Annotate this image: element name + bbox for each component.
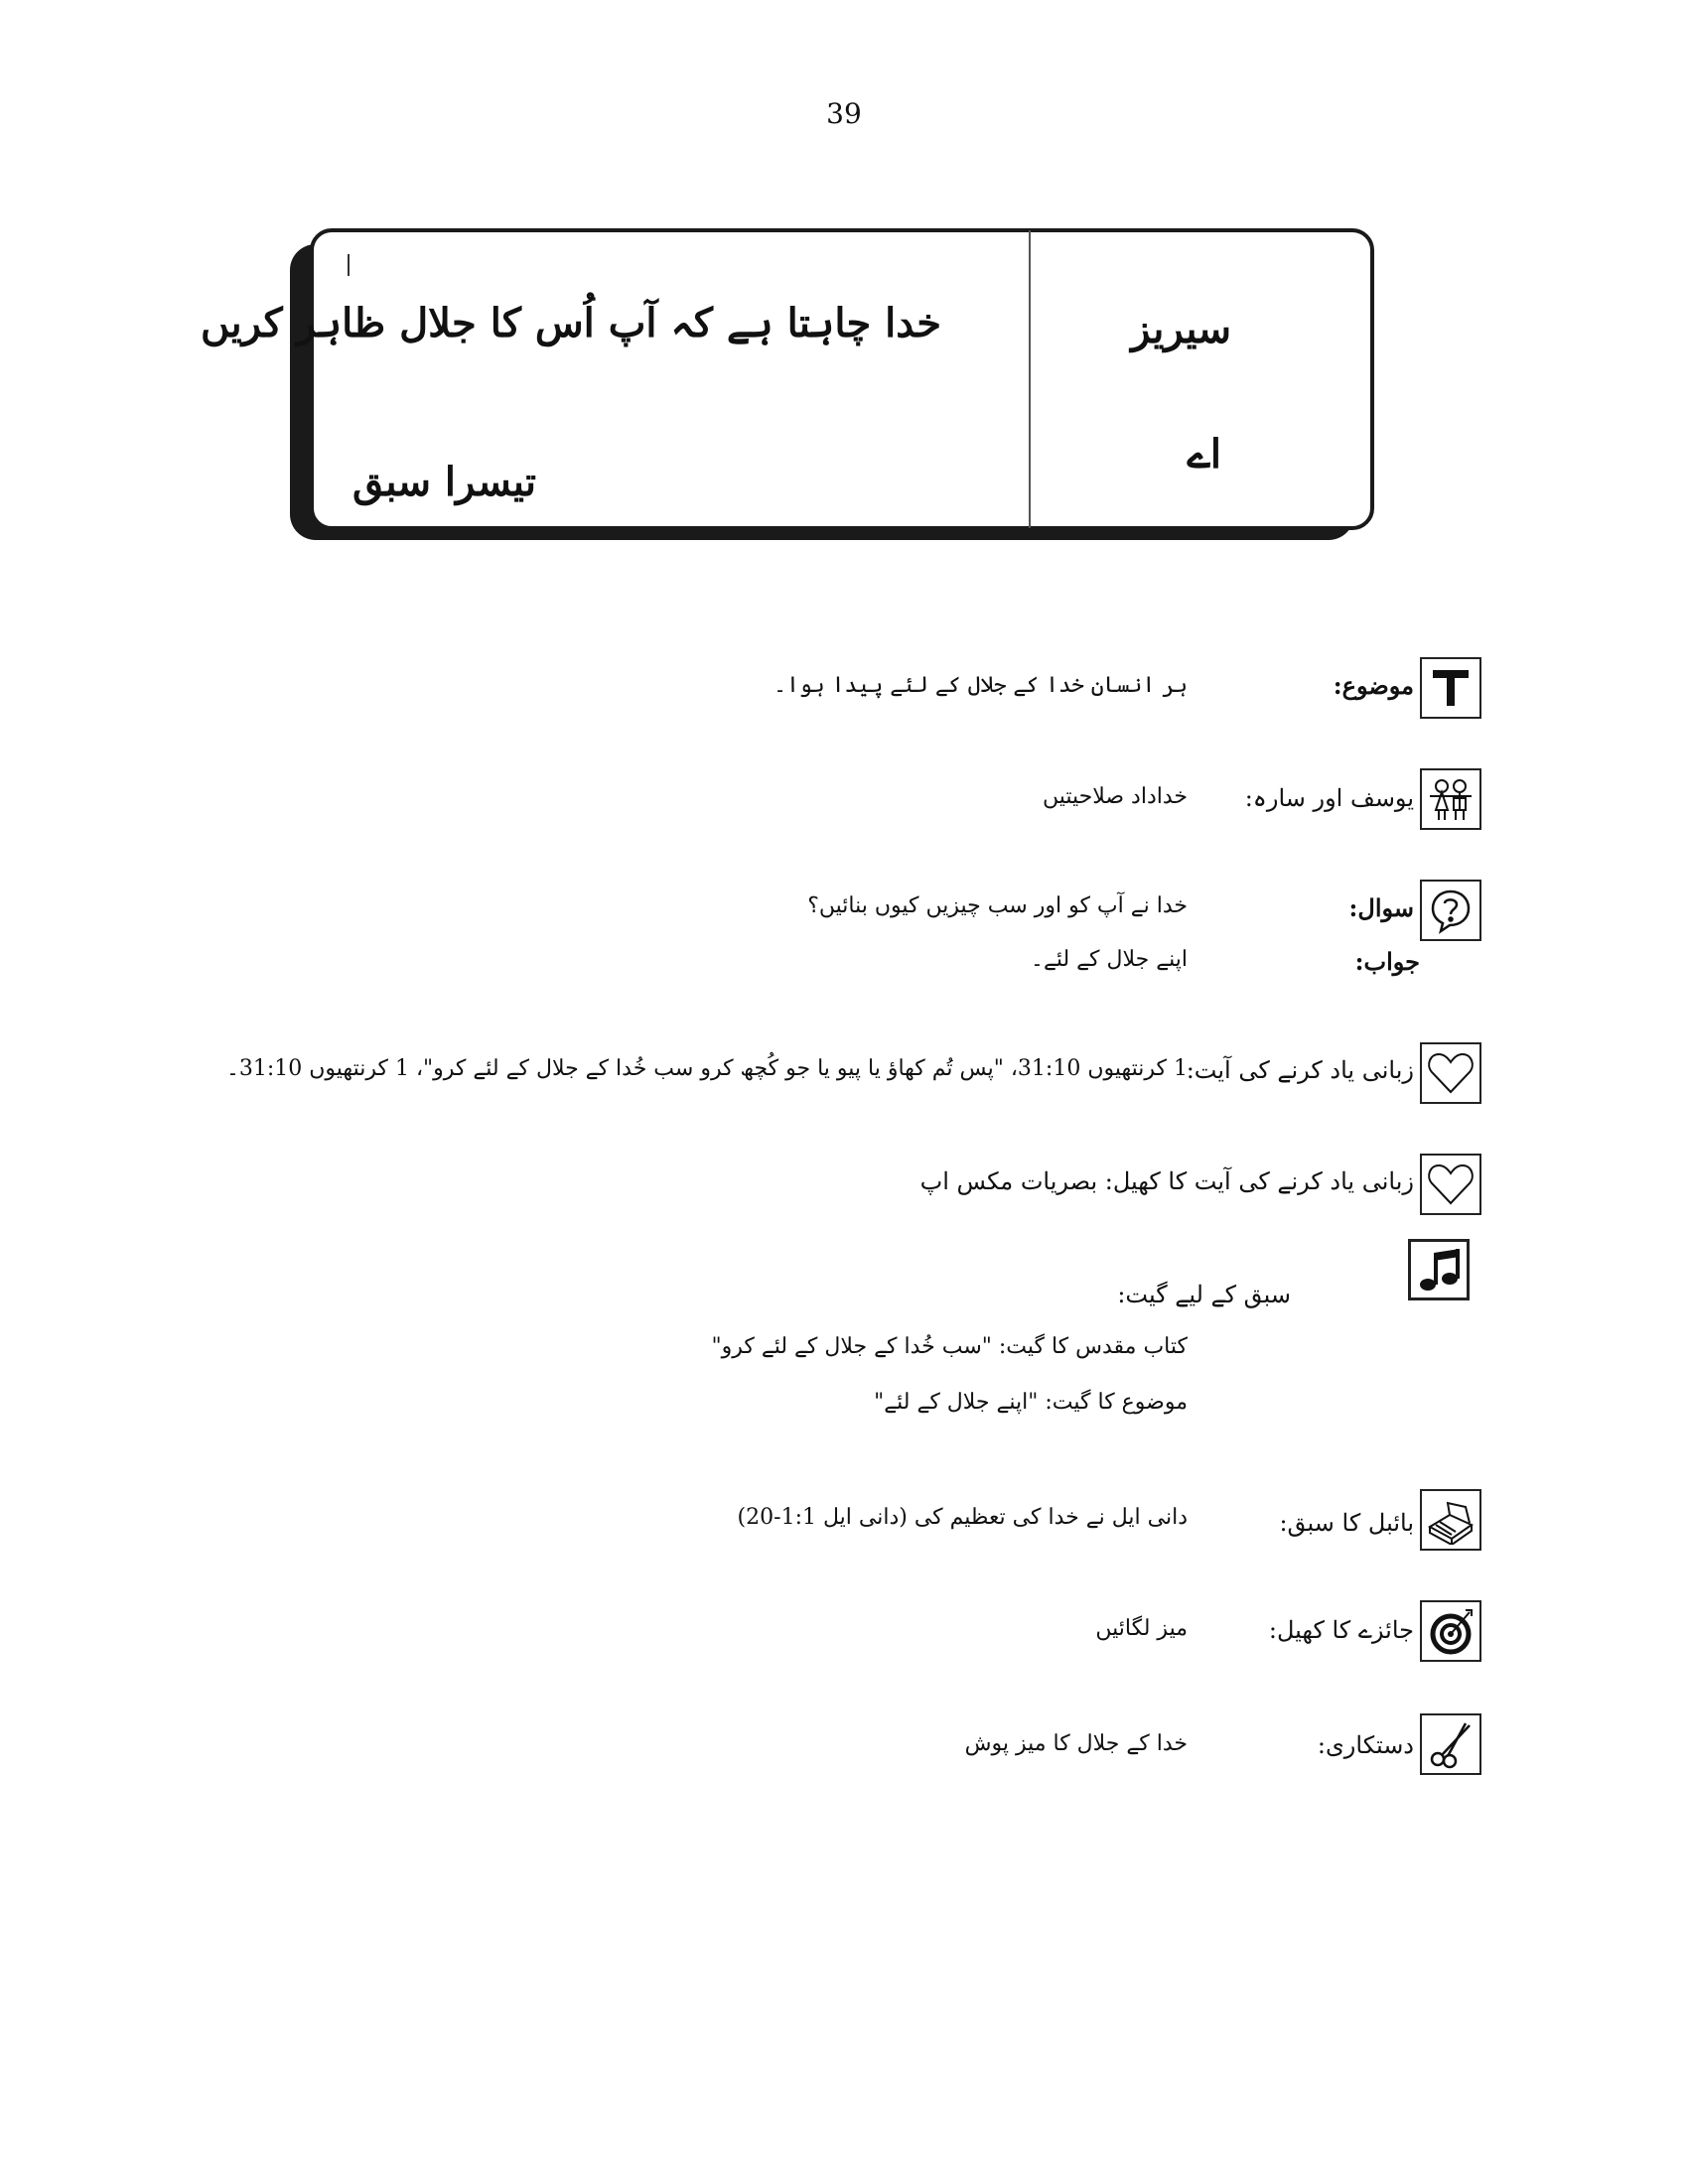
children-icon (1420, 768, 1481, 830)
question-label: سوال: (1348, 893, 1414, 922)
heart-icon (1420, 1042, 1481, 1104)
craft-label: دستکاری: (1317, 1731, 1414, 1759)
memory-verse-label: زبانی یاد کرنے کی آیت: (1186, 1056, 1414, 1084)
question-value: خدا نے آپ کو اور سب چیزیں کیوں بنائیں؟ (807, 893, 1188, 918)
book-icon (1420, 1489, 1481, 1551)
theme-song: موضوع کا گیت: "اپنے جلال کے لئے" (874, 1390, 1188, 1415)
title-divider (1029, 230, 1031, 528)
question-icon (1420, 880, 1481, 941)
memory-verse-value: 1 کرنتھیوں 31:10، "پس تُم کھاؤ یا پیو یا جو کُچھ کرو سب خُدا کے جلال کے لئے کرو"، 1 کرنتھیوں 31:10۔ (225, 1056, 1188, 1081)
heart-icon (1420, 1154, 1481, 1215)
bible-lesson-label: بائبل کا سبق: (1279, 1509, 1414, 1537)
lesson-title: خدا چاہتا ہے کہ آپ اُس کا جلال ظاہر کریں (201, 300, 941, 346)
topic-value: ہر انسان خدا کے جلال کے لئے پیدا ہوا۔ (774, 673, 1188, 698)
answer-value: اپنے جلال کے لئے۔ (1031, 947, 1188, 972)
target-icon (1420, 1600, 1481, 1662)
t-icon (1420, 657, 1481, 719)
bible-song: کتاب مقدس کا گیت: "سب خُدا کے جلال کے لئے کرو" (711, 1334, 1188, 1359)
memory-game-label: زبانی یاد کرنے کی آیت کا کھیل: بصریات مکس اپ (919, 1167, 1414, 1195)
answer-label: جواب: (1354, 947, 1420, 976)
songs-label: سبق کے لیے گیت: (1117, 1281, 1291, 1308)
review-game-label: جائزے کا کھیل: (1268, 1616, 1414, 1644)
bible-lesson-value: دانی ایل نے خدا کی تعظیم کی (دانی ایل 1:1-20) (737, 1505, 1188, 1530)
music-note-icon (1408, 1239, 1470, 1300)
lesson-number: تیسرا سبق (352, 459, 536, 505)
craft-value: خدا کے جلال کا میز پوش (964, 1731, 1188, 1756)
scissors-icon (1420, 1713, 1481, 1775)
page-number: 39 (826, 97, 862, 130)
title-tick (348, 254, 350, 276)
joseph-sara-value: خداداد صلاحیتیں (1042, 784, 1188, 809)
review-game-value: میز لگائیں (1095, 1616, 1188, 1641)
topic-label: موضوع: (1333, 671, 1414, 700)
series-value: اے (1187, 431, 1221, 478)
joseph-sara-label: یوسف اور سارہ: (1244, 784, 1414, 812)
series-label: سیریز (1131, 306, 1231, 352)
